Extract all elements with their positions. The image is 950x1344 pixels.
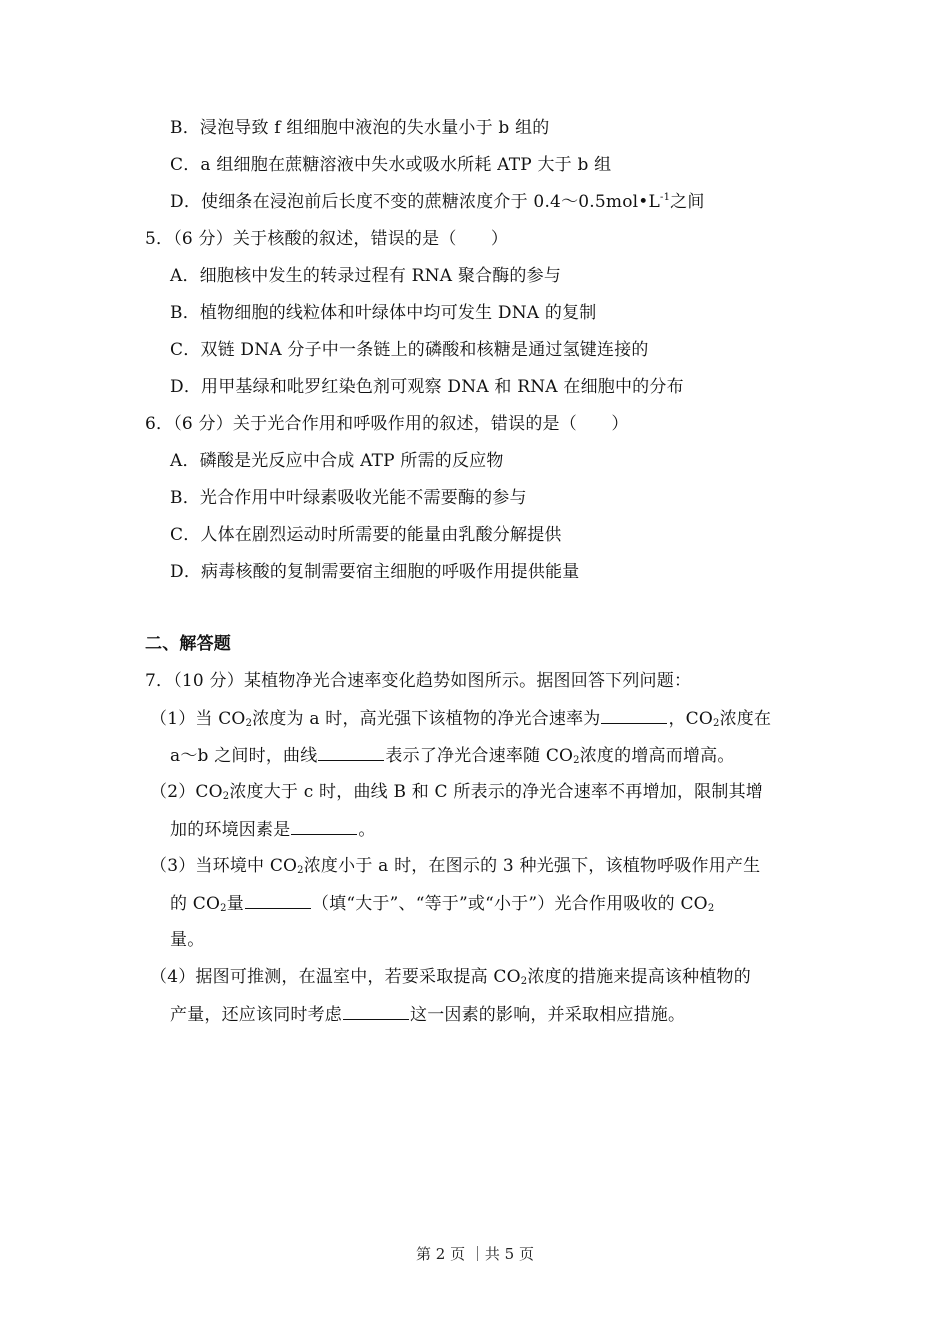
text: 量。	[170, 930, 205, 950]
q7-part1-line2	[170, 744, 735, 767]
text: 浓度的措施来提高该种植物的	[527, 967, 751, 987]
text: 浓度小于 a 时，在图示的 3 种光强下，该植物呼吸作用产生	[303, 856, 761, 876]
subscript: 2	[713, 718, 720, 729]
subscript: 2	[573, 755, 580, 766]
q7-part1-line1	[150, 707, 771, 730]
text: （1）当 CO	[150, 709, 246, 729]
text: 量	[226, 894, 244, 914]
q4-option-d-tail: 之间	[670, 192, 705, 212]
q7-part2-line1	[150, 781, 763, 803]
page-footer: 第 2 页 ｜共 5 页	[416, 1245, 534, 1263]
text: 浓度大于 c 时，曲线 B 和 C 所表示的净光合速率不再增加，限制其增	[229, 782, 763, 802]
text: （2）CO	[150, 782, 223, 802]
text: 这一因素的影响，并采取相应措施。	[410, 1005, 686, 1025]
subscript: 2	[222, 791, 230, 802]
text: a～b 之间时，曲线	[170, 746, 318, 766]
q7-part3-line3	[170, 929, 204, 951]
q6-stem: 6．（6 分）关于光合作用和呼吸作用的叙述，错误的是（ ）	[145, 414, 629, 434]
text: 浓度的增高而增高。	[579, 746, 735, 766]
q5-option-a: A．细胞核中发生的转录过程有 RNA 聚合酶的参与	[170, 266, 562, 286]
text: ，CO	[668, 709, 714, 729]
text: （填“大于”、“等于”或“小于”）光合作用吸收的 CO	[311, 894, 708, 914]
subscript: 2	[520, 976, 528, 987]
q5-option-d: D．用甲基绿和吡罗红染色剂可观察 DNA 和 RNA 在细胞中的分布	[170, 377, 684, 397]
q6-option-c: C．人体在剧烈运动时所需要的能量由乳酸分解提供	[170, 525, 562, 545]
answer-blank-4[interactable]	[245, 892, 311, 909]
q5-stem: 5．（6 分）关于核酸的叙述，错误的是（ ）	[145, 229, 509, 249]
answer-blank-1[interactable]	[601, 707, 667, 724]
q7-stem: 7．（10 分）某植物净光合速率变化趋势如图所示。据图回答下列问题：	[145, 671, 692, 691]
text: 加的环境因素是	[170, 820, 291, 840]
section-title: 二、解答题	[145, 634, 231, 654]
answer-blank-3[interactable]	[291, 818, 357, 835]
q4-option-d-exponent: -1	[660, 192, 671, 203]
answer-blank-2[interactable]	[318, 744, 384, 761]
text: 的 CO	[170, 894, 221, 914]
text: 表示了净光合速率随 CO	[385, 746, 574, 766]
q6-option-d: D．病毒核酸的复制需要宿主细胞的呼吸作用提供能量	[170, 562, 580, 582]
subscript: 2	[220, 903, 227, 914]
q7-part2-line2	[170, 818, 376, 841]
subscript: 2	[707, 903, 715, 914]
text: （4）据图可推测，在温室中，若要采取提高 CO	[150, 967, 521, 987]
subscript: 2	[245, 718, 253, 729]
q4-option-d-text: D．使细条在浸泡前后长度不变的蔗糖浓度介于 0.4～0.5mol•L	[170, 192, 661, 212]
q7-part3-line1	[150, 855, 760, 877]
q4-option-c: C．a 组细胞在蔗糖溶液中失水或吸水所耗 ATP 大于 b 组	[170, 155, 612, 175]
text: 产量，还应该同时考虑	[170, 1005, 342, 1025]
q7-part3-line2	[170, 892, 714, 915]
text: 浓度为 a 时，高光强下该植物的净光合速率为	[252, 709, 601, 729]
q6-option-a: A．磷酸是光反应中合成 ATP 所需的反应物	[170, 451, 504, 471]
q6-option-b: B．光合作用中叶绿素吸收光能不需要酶的参与	[170, 488, 527, 508]
answer-blank-5[interactable]	[343, 1003, 409, 1020]
q4-option-b: B．浸泡导致 f 组细胞中液泡的失水量小于 b 组的	[170, 118, 550, 138]
q4-option-d	[170, 191, 705, 213]
text: （3）当环境中 CO	[150, 856, 298, 876]
q5-option-b: B．植物细胞的线粒体和叶绿体中均可发生 DNA 的复制	[170, 303, 597, 323]
text: 浓度在	[719, 709, 772, 729]
subscript: 2	[297, 865, 304, 876]
q7-part4-line2	[170, 1003, 685, 1026]
q7-part4-line1	[150, 966, 751, 988]
text: 。	[358, 820, 376, 840]
q5-option-c: C．双链 DNA 分子中一条链上的磷酸和核糖是通过氢键连接的	[170, 340, 649, 360]
